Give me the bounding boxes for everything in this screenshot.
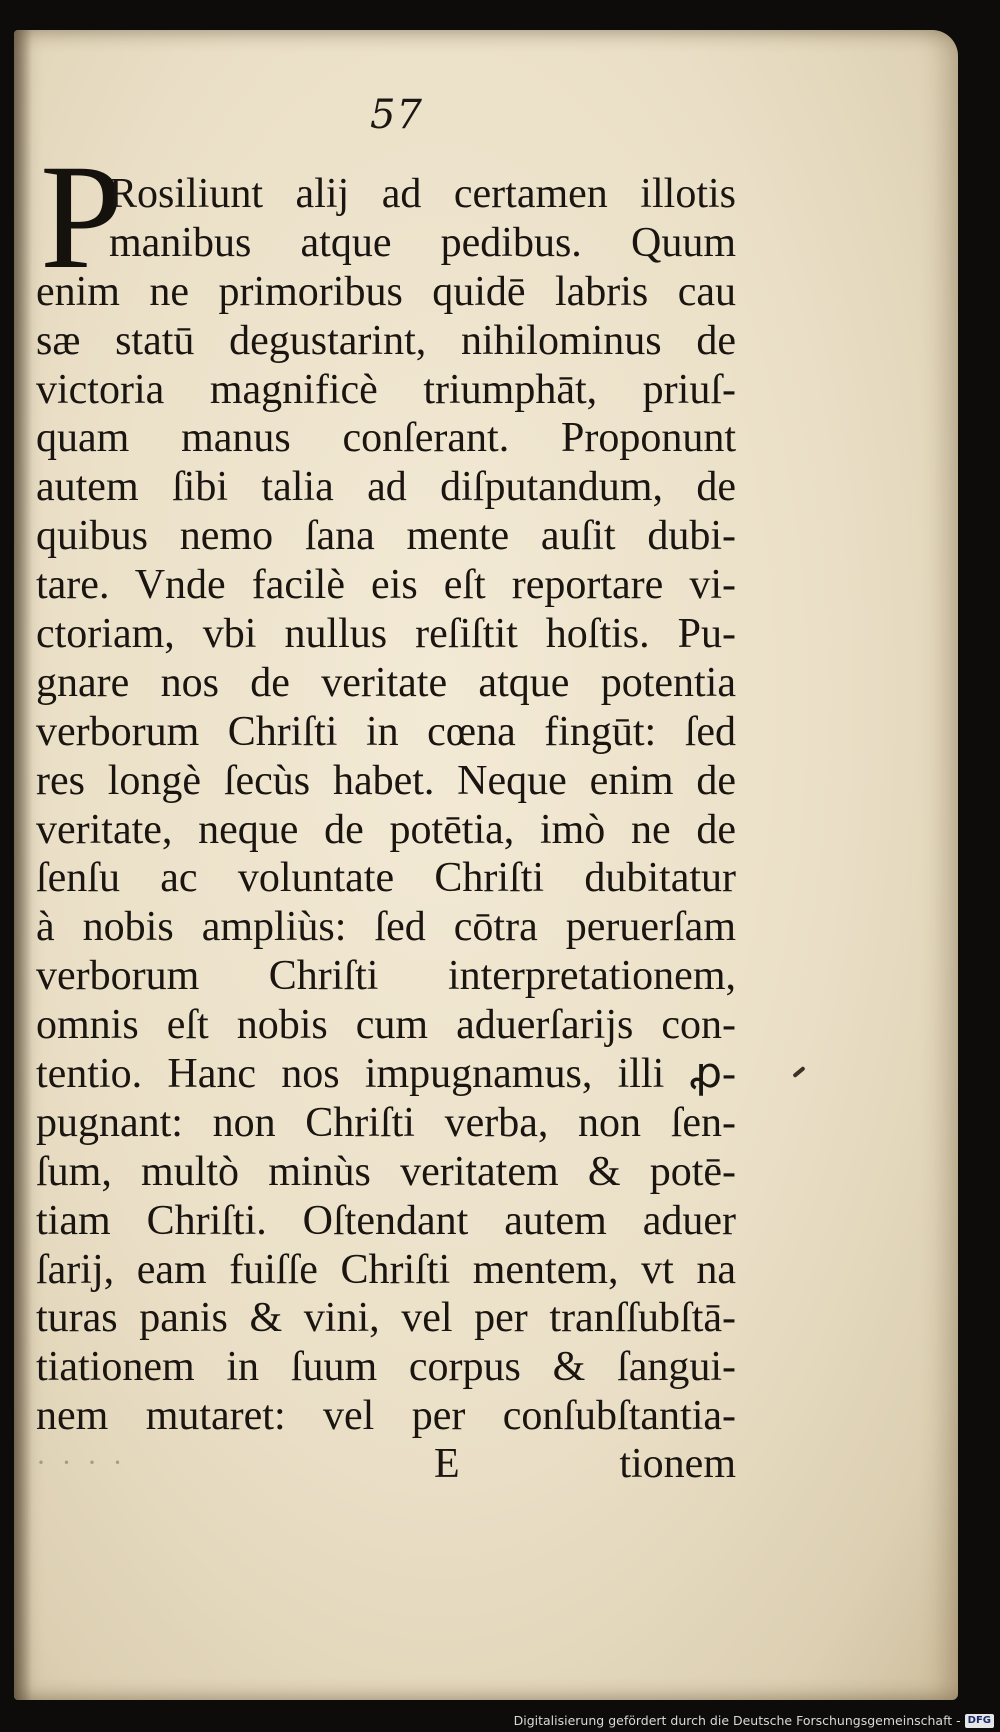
text-line: tiam Chriſti. Oſtendant autem aduer (36, 1197, 736, 1244)
text-line: gnare nos de veritate atque potentia (36, 659, 736, 706)
drop-capital: P (40, 134, 124, 300)
dfg-logo: DFG (965, 1714, 994, 1728)
text-line: quam manus conſerant. Proponunt (36, 415, 736, 462)
text-line: tare. Vnde facilè eis eſt reportare vi- (36, 562, 736, 609)
text-line: pugnant: non Chriſti verba, non ſen- (36, 1099, 736, 1146)
text-line: ctoriam, vbi nullus reſiſtit hoſtis. Pu- (36, 611, 736, 658)
page-number: 57 (370, 92, 423, 138)
text-line: ſarij, eam fuiſſe Chriſti mentem, vt na (36, 1246, 736, 1293)
footer-credit: Digitalisierung gefördert durch die Deutsche Forschungsgemeinschaft - (513, 1713, 961, 1728)
text-line: tentio. Hanc nos impugnamus, illi ꝓ- (36, 1051, 736, 1098)
text-line: veritate, neque de potētia, imò ne de (36, 806, 736, 853)
text-line: omnis eſt nobis cum aduerſarijs con- (36, 1002, 736, 1049)
text-line: ſum, multò minùs veritatem & potē- (36, 1148, 736, 1195)
text-line: nem mutaret: vel per conſubſtantia- (36, 1393, 736, 1440)
text-line: sæ statū degustarint, nihilominus de (36, 317, 736, 364)
book-page (14, 30, 958, 1700)
catchword: tionem (619, 1441, 736, 1487)
page-gutter-shadow (14, 30, 32, 1700)
text-line: verborum Chriſti in cœna fingūt: ſed (36, 708, 736, 755)
signature-mark: E (434, 1441, 460, 1487)
text-line: à nobis ampliùs: ſed cōtra peruerſam (36, 904, 736, 951)
margin-ink-mark (792, 1066, 805, 1078)
text-line: victoria magnificè triumphāt, priuſ- (36, 366, 736, 413)
text-line: verborum Chriſti interpretationem, (36, 953, 736, 1000)
text-line: Rosiliunt alij ad certamen illotis (109, 171, 736, 217)
text-line: autem ſibi talia ad diſputandum, de (36, 464, 736, 511)
text-line: quibus nemo ſana mente auſit dubi- (36, 513, 736, 560)
text-line: turas panis & vini, vel per tranſſubſtā- (36, 1295, 736, 1342)
text-line: enim ne primoribus quidē labris cau (36, 268, 736, 315)
text-line: ſenſu ac voluntate Chriſti dubitatur (36, 855, 736, 902)
text-line: res longè ſecùs habet. Neque enim de (36, 757, 736, 804)
body-text (36, 170, 736, 1441)
catch-line (36, 1440, 736, 1490)
text-line: manibus atque pedibus. Quum (109, 219, 736, 266)
text-line: tiationem in ſuum corpus & ſangui- (36, 1344, 736, 1391)
bleed-through-marks: · · · · (36, 1446, 127, 1479)
digitization-footer (514, 1713, 994, 1728)
